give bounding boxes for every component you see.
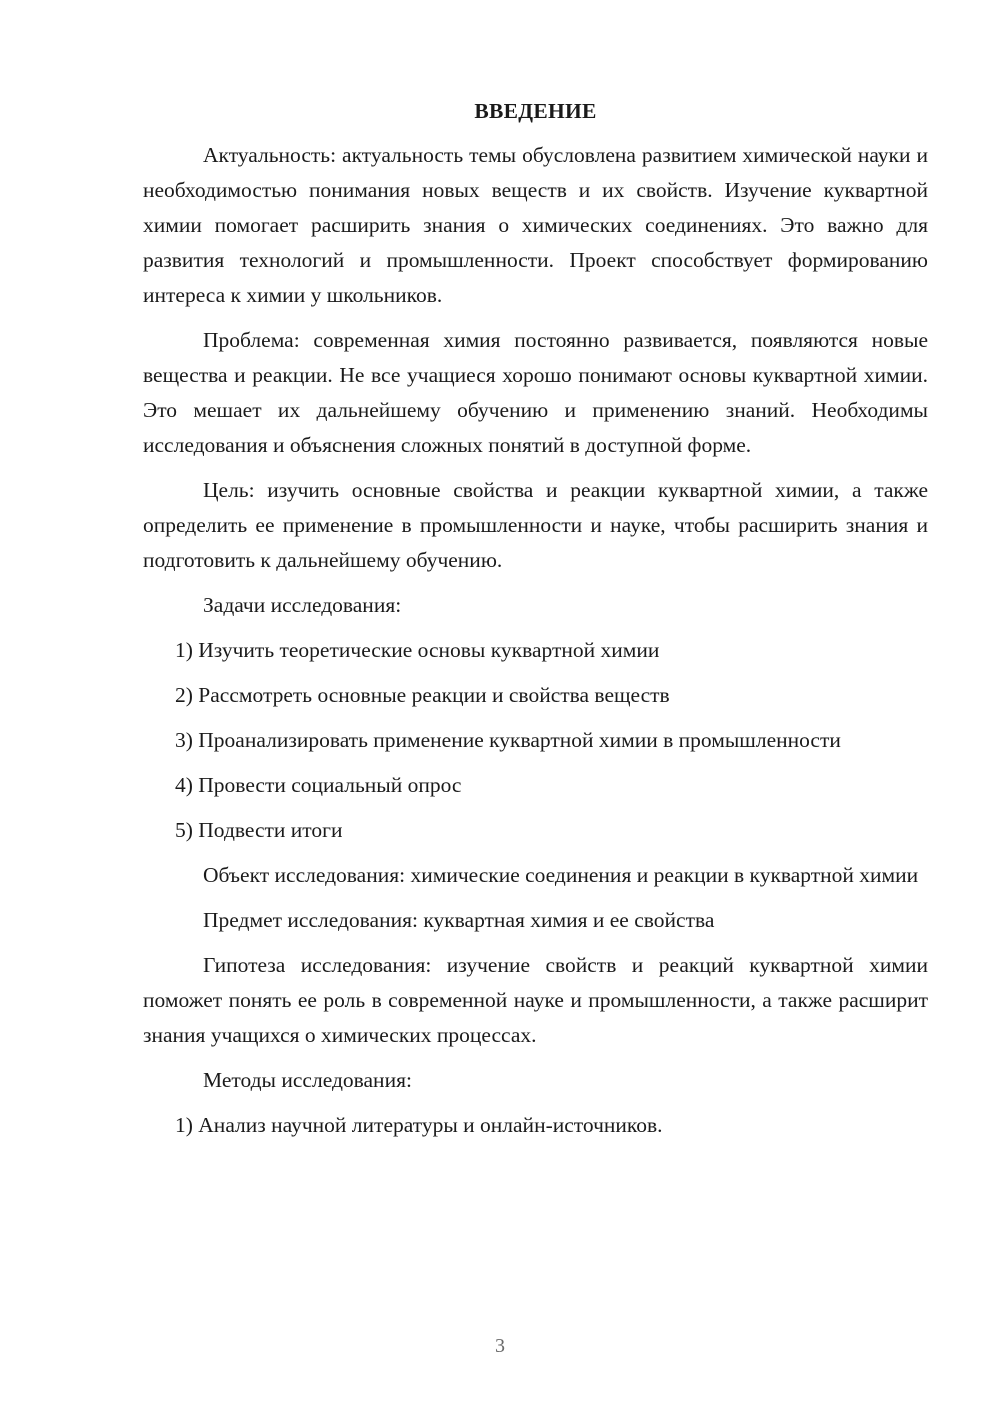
document-page bbox=[143, 96, 928, 1153]
page-number: 3 bbox=[495, 1335, 505, 1357]
task-item-5: 5) Подвести итоги bbox=[175, 818, 343, 842]
hypothesis-paragraph: Гипотеза исследования: изучение свойств и реакций куквартной химии поможет понять ее роль в современной науке и промышленности, а также расширит знания учащихся о химических процессах. bbox=[143, 953, 928, 1047]
task-item-1: 1) Изучить теоретические основы куквартной химии bbox=[175, 638, 660, 662]
subject-paragraph: Предмет исследования: куквартная химия и ее свойства bbox=[203, 908, 715, 932]
method-item-1: 1) Анализ научной литературы и онлайн-источников. bbox=[175, 1113, 663, 1137]
tasks-heading: Задачи исследования: bbox=[203, 593, 402, 617]
problem-paragraph: Проблема: современная химия постоянно развивается, появляются новые вещества и реакции. Не все учащиеся хорошо понимают основы куквартной химии. Это мешает их дальнейшему обучению и применению знаний. Необходимы исследования и объяснения сложных понятий в доступной форме. bbox=[143, 328, 928, 457]
task-item-3: 3) Проанализировать применение куквартной химии в промышленности bbox=[175, 728, 841, 752]
object-paragraph: Объект исследования: химические соединения и реакции в куквартной химии bbox=[203, 863, 919, 887]
task-item-2: 2) Рассмотреть основные реакции и свойства веществ bbox=[175, 683, 670, 707]
relevance-paragraph: Актуальность: актуальность темы обусловлена развитием химической науки и необходимостью понимания новых веществ и их свойств. Изучение куквартной химии помогает расширить знания о химических соединениях. Это важно для развития технологий и промышленности. Проект способствует формированию интереса к химии у школьников. bbox=[143, 143, 928, 307]
methods-heading: Методы исследования: bbox=[203, 1068, 412, 1092]
goal-paragraph: Цель: изучить основные свойства и реакции куквартной химии, а также определить ее применение в промышленности и науке, чтобы расширить знания и подготовить к дальнейшему обучению. bbox=[143, 478, 928, 572]
section-title: ВВЕДЕНИЕ bbox=[474, 99, 597, 123]
task-item-4: 4) Провести социальный опрос bbox=[175, 773, 462, 797]
